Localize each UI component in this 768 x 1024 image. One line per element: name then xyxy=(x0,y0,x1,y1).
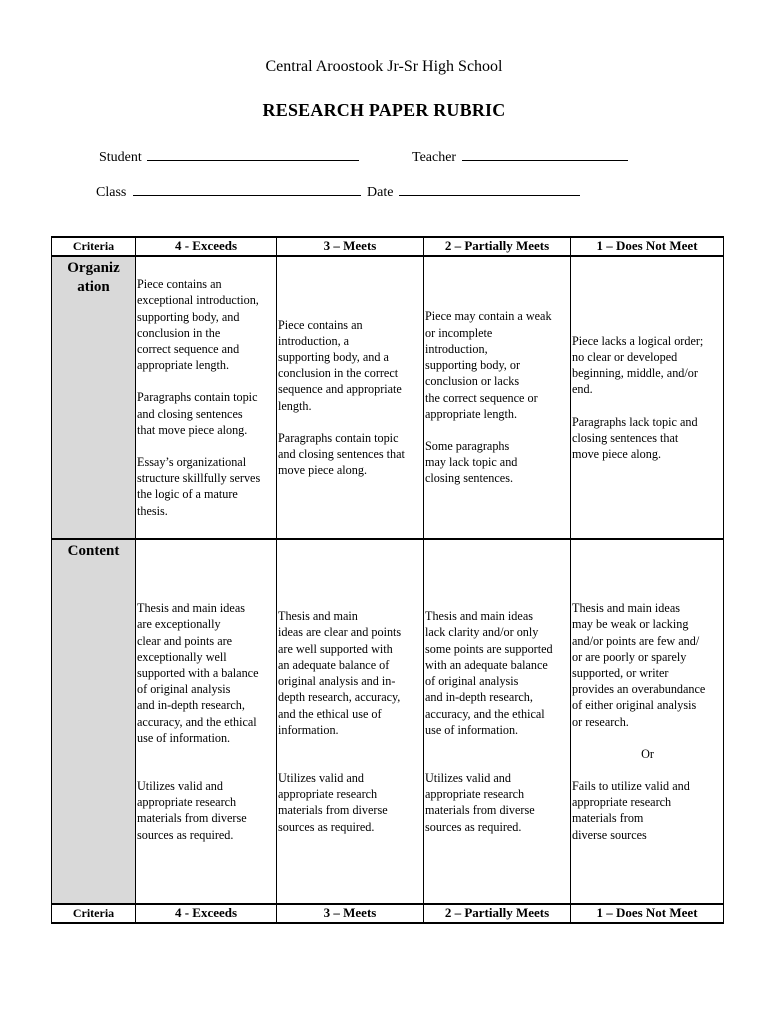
text-line: closing sentences that xyxy=(572,430,679,445)
class-label: Class xyxy=(96,185,127,200)
text-line: sources as required. xyxy=(137,827,234,842)
text-line: use of information. xyxy=(425,722,519,737)
column-header-partially-meets: 2 – Partially Meets xyxy=(424,237,571,256)
text-line: conclusion in the xyxy=(137,325,221,340)
text-line: sequence and appropriate xyxy=(278,382,402,397)
cell-text xyxy=(137,454,276,519)
teacher-field xyxy=(412,148,628,166)
text-line: and closing sentences that xyxy=(278,447,405,461)
text-line: or are poorly or sparely xyxy=(572,649,687,664)
text-line: appropriate research xyxy=(137,795,237,810)
cell-text xyxy=(572,414,723,463)
text-line: supporting body, and xyxy=(137,309,240,324)
table-row-organization xyxy=(52,256,724,539)
student-field xyxy=(99,148,359,166)
text-line: Thesis and main ideas xyxy=(137,601,245,616)
text-line: Piece contains an xyxy=(278,317,363,332)
cell-text xyxy=(425,308,570,421)
column-footer-partially-meets: 2 – Partially Meets xyxy=(424,904,571,923)
text-line: are well supported with xyxy=(278,641,393,656)
text-line: diverse sources xyxy=(572,827,647,842)
text-line: Thesis and main xyxy=(278,609,358,624)
text-line: conclusion or lacks xyxy=(425,374,520,389)
text-line: accuracy, and the ethical xyxy=(137,714,257,729)
text-line: sources as required. xyxy=(278,819,375,834)
text-line: supported, or writer xyxy=(572,665,669,680)
text-line: Thesis and main ideas xyxy=(572,601,680,616)
text-line: Fails to utilize valid and xyxy=(572,779,690,793)
text-line: provides an overabundance xyxy=(572,682,706,697)
cell-content-does-not-meet xyxy=(571,539,724,904)
text-line: materials from xyxy=(572,811,644,826)
text-line: Paragraphs lack topic and xyxy=(572,414,698,429)
student-label: Student xyxy=(99,150,142,165)
text-line: introduction, a xyxy=(278,333,350,348)
cell-text xyxy=(137,389,276,438)
text-line: Paragraphs contain topic xyxy=(278,430,399,445)
text-line: exceptionally well xyxy=(137,649,227,664)
cell-text xyxy=(572,778,723,843)
text-line: Paragraphs contain topic xyxy=(137,390,258,405)
text-line: that move piece along. xyxy=(137,422,248,437)
text-line: may lack topic and xyxy=(425,455,518,470)
header-row-bottom xyxy=(52,904,724,923)
criteria-organization: Organiz ation xyxy=(52,256,136,539)
text-line: information. xyxy=(278,722,339,737)
text-line: appropriate length. xyxy=(137,358,230,373)
column-footer-exceeds: 4 - Exceeds xyxy=(136,904,277,923)
text-line: Piece may contain a weak xyxy=(425,309,552,324)
text-line: introduction, xyxy=(425,341,488,356)
teacher-blank[interactable] xyxy=(462,148,628,161)
text-line: clear and points are xyxy=(137,633,233,648)
cell-text xyxy=(425,438,570,487)
rubric-title: RESEARCH PAPER RUBRIC xyxy=(262,100,506,120)
text-line: Utilizes valid and xyxy=(425,770,511,785)
text-line: structure skillfully serves xyxy=(137,471,261,486)
cell-organization-partially-meets xyxy=(424,256,571,539)
text-line: materials from diverse xyxy=(137,811,247,826)
cell-text xyxy=(278,430,423,479)
cell-organization-does-not-meet xyxy=(571,256,724,539)
cell-text xyxy=(425,770,570,835)
column-header-does-not-meet: 1 – Does Not Meet xyxy=(571,237,724,256)
text-line: Utilizes valid and xyxy=(278,770,364,785)
column-header-exceeds: 4 - Exceeds xyxy=(136,237,277,256)
text-line: the logic of a mature xyxy=(137,487,238,502)
text-line: and/or points are few and/ xyxy=(572,633,700,648)
or-separator: Or xyxy=(641,746,654,761)
text-line: Thesis and main ideas xyxy=(425,609,533,624)
text-line: appropriate research xyxy=(425,787,525,802)
text-line: exceptional introduction, xyxy=(137,293,259,308)
text-line: supported with a balance xyxy=(137,665,259,680)
text-line: Some paragraphs xyxy=(425,438,510,453)
text-line: with an adequate balance xyxy=(425,657,548,672)
text-line: supporting body, or xyxy=(425,358,521,373)
date-field xyxy=(367,183,580,201)
text-line: accuracy, and the ethical xyxy=(425,706,545,721)
text-line: some points are supported xyxy=(425,641,553,656)
text-line: sources as required. xyxy=(425,819,522,834)
text-line: thesis. xyxy=(137,503,168,518)
class-blank[interactable] xyxy=(133,183,361,196)
text-line: appropriate research xyxy=(278,787,378,802)
text-line: conclusion in the correct xyxy=(278,366,399,381)
column-header-meets: 3 – Meets xyxy=(277,237,424,256)
text-line: and closing sentences xyxy=(137,406,243,421)
cell-content-meets xyxy=(277,539,424,904)
text-line: an adequate balance of xyxy=(278,657,390,672)
student-blank[interactable] xyxy=(147,148,359,161)
text-line: lack clarity and/or only xyxy=(425,625,539,640)
text-line: beginning, middle, and/or xyxy=(572,366,698,381)
text-line: materials from diverse xyxy=(425,803,535,818)
teacher-label: Teacher xyxy=(412,150,457,165)
text-line: move piece along. xyxy=(572,447,662,461)
text-line: original analysis and in- xyxy=(278,674,396,689)
text-line: of original analysis xyxy=(425,674,519,689)
cell-text xyxy=(137,276,276,373)
text-line: and in-depth research, xyxy=(425,690,533,705)
date-label: Date xyxy=(367,185,394,200)
text-line: or research. xyxy=(572,714,629,729)
cell-text xyxy=(278,317,423,414)
class-field xyxy=(96,183,361,201)
cell-text xyxy=(137,778,276,843)
text-line: use of information. xyxy=(137,730,231,745)
cell-text xyxy=(425,608,570,738)
text-line: of original analysis xyxy=(137,682,231,697)
text-line: Essay’s organizational xyxy=(137,455,247,469)
criteria-content: Content xyxy=(52,539,136,904)
school-name: Central Aroostook Jr-Sr High School xyxy=(265,58,503,75)
text-line: end. xyxy=(572,382,593,397)
text-line: no clear or developed xyxy=(572,349,678,364)
cell-organization-exceeds xyxy=(136,256,277,539)
text-line: and in-depth research, xyxy=(137,698,245,713)
cell-content-partially-meets xyxy=(424,539,571,904)
column-footer-criteria: Criteria xyxy=(52,904,136,923)
text-line: the correct sequence or xyxy=(425,390,538,405)
text-line: closing sentences. xyxy=(425,471,513,486)
text-line: length. xyxy=(278,398,312,413)
cell-organization-meets xyxy=(277,256,424,539)
cell-text xyxy=(278,608,423,738)
text-line: ideas are clear and points xyxy=(278,625,402,640)
text-line: depth research, accuracy, xyxy=(278,690,401,705)
text-line: may be weak or lacking xyxy=(572,617,689,632)
text-line: materials from diverse xyxy=(278,803,388,818)
cell-content-exceeds xyxy=(136,539,277,904)
text-line: move piece along. xyxy=(278,463,368,478)
text-line: Piece lacks a logical order; xyxy=(572,333,704,348)
cell-text xyxy=(572,600,723,730)
header-row-top xyxy=(52,237,724,256)
column-footer-meets: 3 – Meets xyxy=(277,904,424,923)
rubric-table xyxy=(51,236,724,924)
text-line: supporting body, and a xyxy=(278,349,389,364)
table-row-content xyxy=(52,539,724,904)
text-line: Piece contains an xyxy=(137,277,222,292)
text-line: and the ethical use of xyxy=(278,706,382,721)
text-line: Utilizes valid and xyxy=(137,779,223,793)
text-line: appropriate research xyxy=(572,795,672,810)
text-line: are exceptionally xyxy=(137,617,221,632)
column-header-criteria: Criteria xyxy=(52,237,136,256)
text-line: correct sequence and xyxy=(137,341,240,356)
text-line: of either original analysis xyxy=(572,698,697,713)
cell-text xyxy=(278,770,423,835)
date-blank[interactable] xyxy=(399,183,580,196)
text-line: appropriate length. xyxy=(425,406,518,421)
text-line: or incomplete xyxy=(425,325,493,340)
cell-text xyxy=(572,333,723,398)
column-footer-does-not-meet: 1 – Does Not Meet xyxy=(571,904,724,923)
cell-text xyxy=(137,600,276,746)
